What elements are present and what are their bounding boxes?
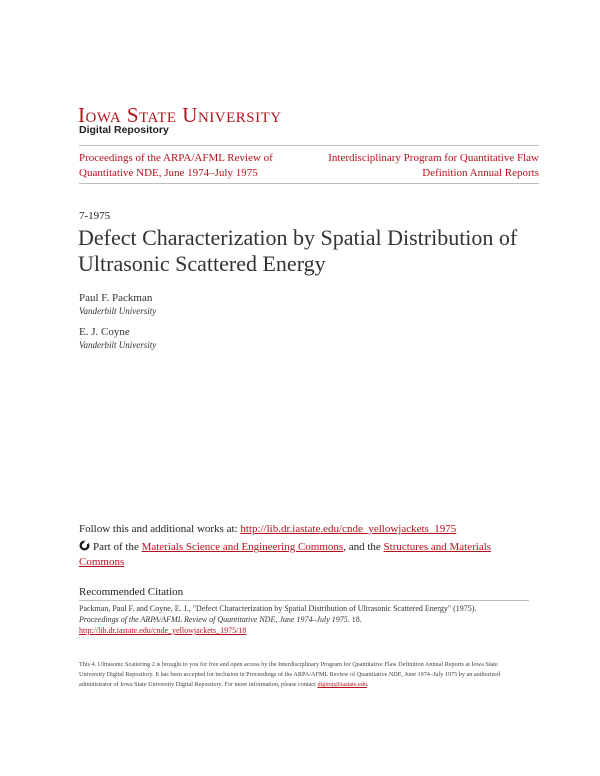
author-affiliation: Vanderbilt University [79, 340, 157, 350]
access-notice-text: This 4. Ultrasonic Scattering 2 is brought to you for free and open access by the Interdisciplinary Program for Quantitative Flaw Definition Annual Reports at Iowa State University Digital Repository. It has been accepted for inclusion in Proceedings of the ARPA/AFML Review of Quantitative NDE, June 1974–July 1975 by an authorized administrator of Iowa State University Digital Repository. For more information, please contact [79, 661, 501, 688]
open-access-icon [79, 540, 90, 551]
author-name: Paul F. Packman [79, 292, 153, 304]
repository-label: Digital Repository [79, 124, 169, 136]
contact-email-link[interactable]: digirep@iastate.edu [317, 681, 367, 688]
commons-line [79, 540, 509, 570]
publication-date: 7-1975 [79, 210, 111, 222]
proceedings-link[interactable]: Proceedings of the ARPA/AFML Review of Quantitative NDE, June 1974–July 1975 [79, 152, 273, 179]
citation-number: . 18. [347, 615, 362, 624]
citation-heading: Recommended Citation [79, 586, 184, 598]
follow-line [79, 522, 539, 537]
follow-text: Follow this and additional works at: [79, 523, 241, 535]
citation-line-2 [79, 614, 529, 625]
and-the-text: , and the [343, 541, 384, 553]
citation-url-link[interactable]: http://lib.dr.iastate.edu/cnde_yellowjackets_1975/18 [79, 626, 247, 635]
access-notice-end: . [366, 681, 369, 688]
materials-science-commons-link[interactable]: Materials Science and Engineering Commons [141, 541, 344, 553]
structures-materials-commons-link[interactable]: Structures and Materials Commons [79, 541, 492, 568]
author-affiliation: Vanderbilt University [79, 306, 157, 316]
university-logo: Iowa State University [78, 103, 282, 127]
annual-reports-link[interactable]: Interdisciplinary Program for Quantitative Flaw Definition Annual Reports [328, 152, 539, 179]
citation-rule [79, 600, 529, 601]
header-rule-top [79, 145, 539, 146]
citation-line-1: Packman, Paul F. and Coyne, E. J., "Defect Characterization by Spatial Distribution of Ultrasonic Scattered Energy" (1975). [79, 604, 477, 613]
author-name: E. J. Coyne [79, 326, 130, 338]
paper-title: Defect Characterization by Spatial Distribution of Ultrasonic Scattered Energy [78, 225, 518, 276]
citation-body [79, 603, 529, 636]
collection-url-link[interactable]: http://lib.dr.iastate.edu/cnde_yellowjackets_1975 [240, 523, 457, 535]
header-rule-bottom [79, 183, 539, 184]
part-of-text: Part of the [93, 541, 142, 553]
access-notice [79, 660, 519, 690]
citation-proceedings: Proceedings of the ARPA/AFML Review of Quantitative NDE, June 1974–July 1975 [79, 615, 348, 624]
